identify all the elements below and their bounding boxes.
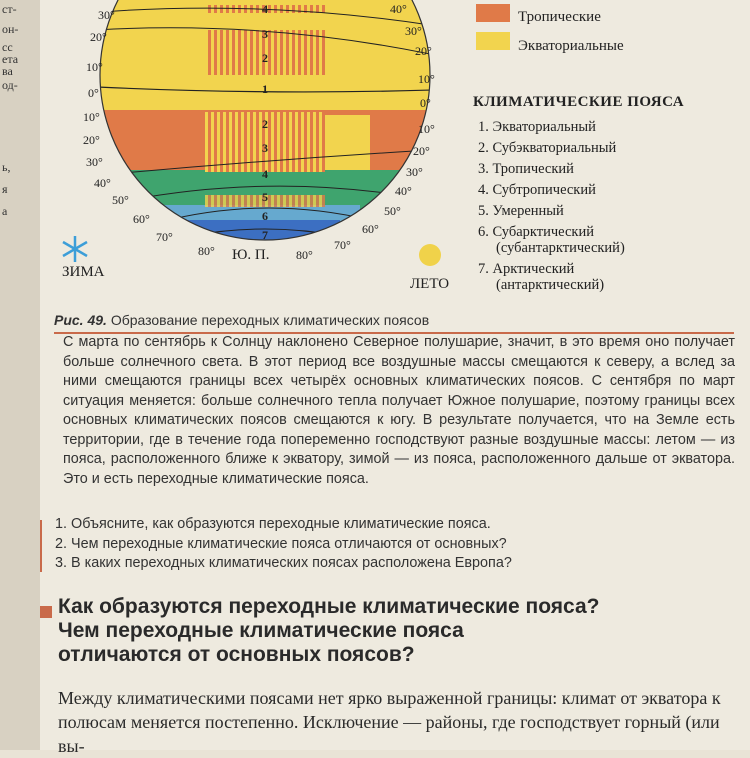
list-item: (субантарктический) [496, 240, 625, 256]
latitude-label: 10° [418, 122, 435, 136]
zone-number: 3 [262, 141, 268, 155]
latitude-label: 30° [86, 155, 103, 169]
latitude-label: 40° [390, 2, 407, 16]
climate-belts-title: КЛИМАТИЧЕСКИЕ ПОЯСА [473, 94, 685, 110]
summer-sun-icon [419, 244, 441, 266]
question-item: 3. В каких переходных климатических поясах расположена Европа? [55, 555, 512, 571]
figure-caption-label: Рис. 49. [54, 312, 107, 328]
zone-number: 7 [262, 228, 268, 242]
latitude-label: 40° [395, 184, 412, 198]
latitude-label: 70° [334, 238, 351, 252]
question-item: 2. Чем переходные климатические пояса отличаются от основных? [55, 535, 507, 552]
questions-bar [40, 520, 42, 572]
latitude-label: 40° [94, 176, 111, 190]
latitude-label: 50° [112, 193, 129, 207]
question-item: 1. Объясните, как образуются переходные климатические пояса. [55, 516, 491, 532]
latitude-label: 0° [420, 96, 431, 110]
latitude-label: 80° [296, 248, 313, 262]
legend-label-equatorial: Экваториальные [518, 38, 624, 54]
latitude-label: 10° [83, 110, 100, 124]
list-item: 4. Субтропический [478, 182, 596, 198]
list-item: 3. Тропический [478, 161, 574, 177]
latitude-label: 60° [133, 212, 150, 226]
zone-number: 4 [262, 2, 268, 16]
zone-number: 5 [262, 190, 268, 204]
gutter-fragment: ь, [2, 160, 11, 174]
section-heading-line: Чем переходные климатические пояса [58, 619, 464, 642]
legend-swatch-tropical [476, 4, 510, 22]
latitude-label: 0° [88, 86, 99, 100]
list-item: 1. Экваториальный [478, 119, 596, 135]
gutter-fragment: ва [2, 64, 13, 78]
section-heading-line: отличаются от основных поясов? [58, 643, 415, 666]
summer-label: ЛЕТО [410, 276, 450, 292]
gutter-fragment: од- [2, 78, 18, 92]
gutter-fragment: ст- [2, 2, 17, 16]
latitude-label: 20° [90, 30, 107, 44]
list-item: 6. Субарктический [478, 224, 594, 240]
latitude-label: 20° [415, 44, 432, 58]
latitude-label: 10° [418, 72, 435, 86]
gutter-fragment: он- [2, 22, 19, 36]
list-item: (антарктический) [496, 277, 605, 293]
latitude-label: 30° [406, 165, 423, 179]
latitude-label: 30° [98, 8, 115, 22]
latitude-label: 20° [83, 133, 100, 147]
latitude-label: 50° [384, 204, 401, 218]
section-heading-line: Как образуются переходные климатические пояса? [58, 595, 600, 618]
zone-number: 3 [262, 27, 268, 41]
winter-snowflake-icon [63, 236, 87, 262]
gutter-fragment: ета [2, 52, 19, 66]
list-item: 2. Субэкваториальный [478, 140, 617, 156]
south-pole-label: Ю. П. [232, 247, 270, 263]
gutter-fragment: сс [2, 40, 13, 54]
zone-number: 4 [262, 167, 268, 181]
zone-number: 6 [262, 209, 268, 223]
section-body-text: Между климатическими поясами нет ярко выраженной границы: климат от экватора к полюсам меняется постепенно. Исключение — районы, где господствует горный (или вы- [58, 688, 721, 756]
figure-caption-text: Образование переходных климатических поясов [110, 312, 430, 328]
explanation-paragraph: С марта по сентябрь к Солнцу наклонено Северное полушарие, значит, в это время оно получает больше солнечного света. В этот период все воздушные массы смещаются к северу, а вслед за ними смещаются границы всех четырёх основных климатических поясов. С сентября по март ситуация меняется: больше солнечного тепла получает Южное полушарие, поэтому границы всех основных климатических поясов смещаются к югу. В результате получается, что на Земле есть территории, где в течение года попеременно господствуют разные воздушные массы: летом — из пояса, расположенного ближе к экватору, зимой — из пояса, расположенного дальше от экватора. Это и есть переходные климатические пояса. [63, 334, 735, 487]
gutter-fragment: а [2, 204, 8, 218]
section-heading [58, 595, 600, 667]
gutter-fragment: я [2, 182, 8, 196]
list-item: 5. Умеренный [478, 203, 564, 219]
zone-number: 1 [262, 82, 268, 96]
climate-belts-list [478, 117, 625, 296]
latitude-label: 80° [198, 244, 215, 258]
zone-number: 2 [262, 117, 268, 131]
figure-caption [54, 312, 429, 328]
previous-page-edge [0, 0, 40, 750]
legend-swatch-equatorial [476, 32, 510, 50]
legend-label-tropical: Тропические [518, 9, 601, 25]
list-item: 7. Арктический [478, 261, 575, 277]
questions-list [55, 515, 512, 574]
latitude-label: 10° [86, 60, 103, 74]
heading-marker [40, 606, 52, 618]
latitude-label: 60° [362, 222, 379, 236]
winter-label: ЗИМА [62, 264, 105, 280]
latitude-label: 20° [413, 144, 430, 158]
zone-number: 2 [262, 51, 268, 65]
latitude-label: 70° [156, 230, 173, 244]
latitude-label: 30° [405, 24, 422, 38]
